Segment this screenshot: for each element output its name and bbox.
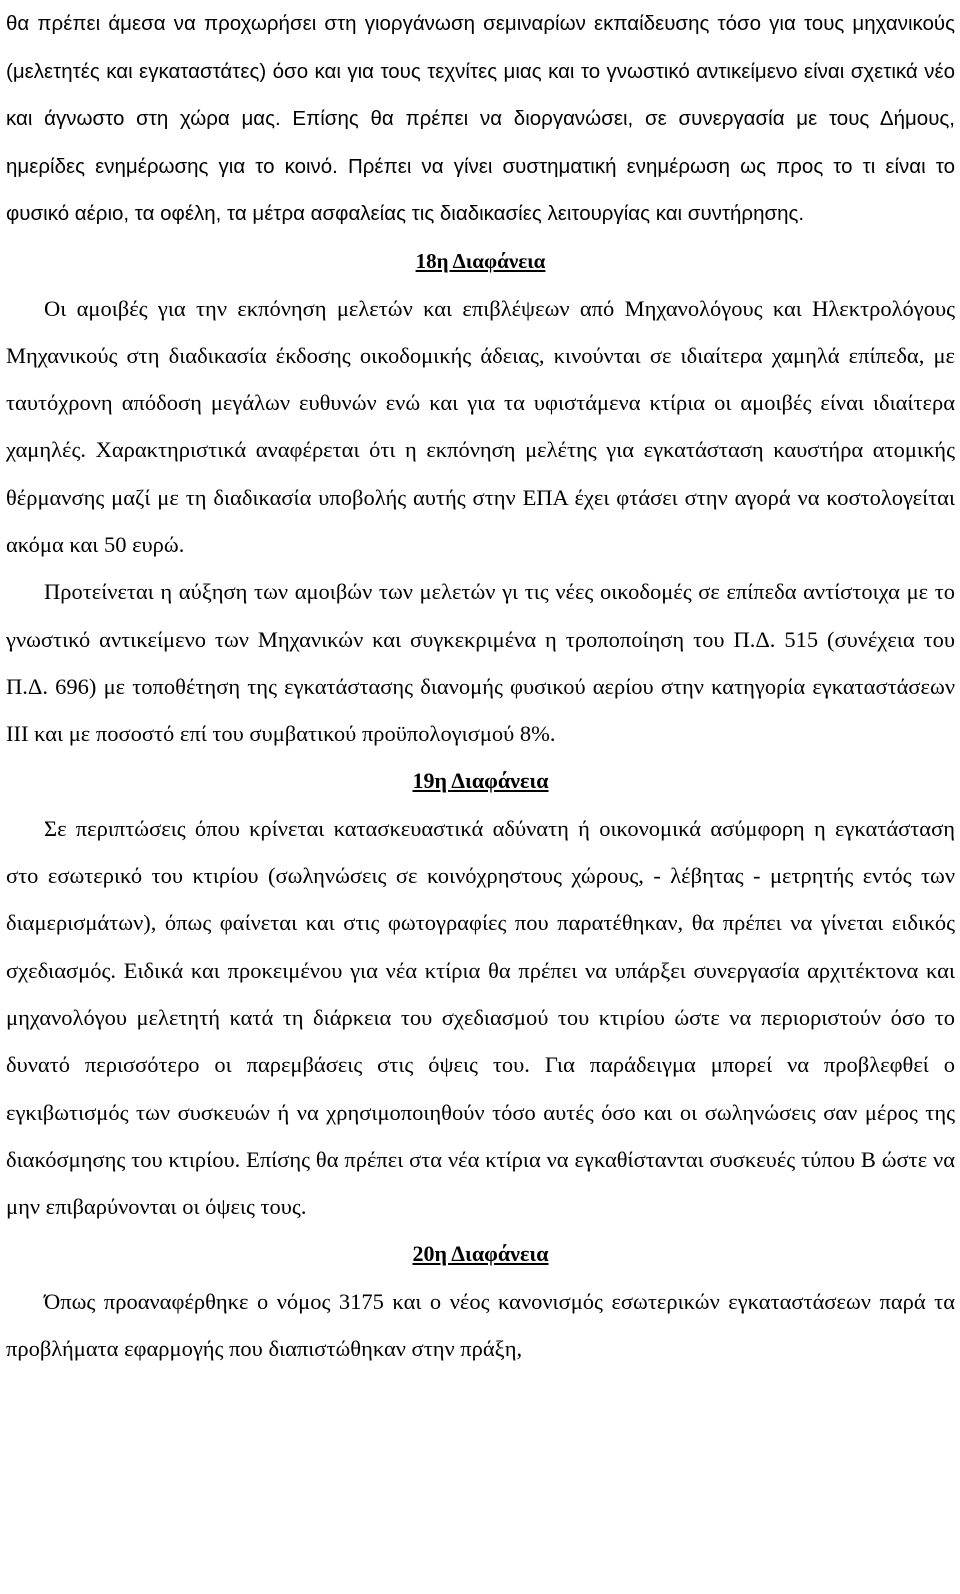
intro-paragraph: θα πρέπει άμεσα να προχωρήσει στη γιοργάνωση σεμιναρίων εκπαίδευσης τόσο για τους μηχανικούς (μελετητές και εγκαταστάτες) όσο και για τους τεχνίτες μιας και το γνωστικό αντικείμενο είναι σχετικά νέο και άγνωστο στη χώρα μας. Επίσης θα πρέπει να διοργανώσει, σε συνεργασία με τους Δήμους, ημερίδες ενημέρωσης για το κοινό. Πρέπει να γίνει συστηματική ενημέρωση ως προς το τι είναι το φυσικό αέριο, τα οφέλη, τα μέτρα ασφαλείας τις διαδικασίες λειτουργίας και συντήρησης.	[6, 12, 955, 225]
section-20-paragraph-1: Όπως προαναφέρθηκε ο νόμος 3175 και ο νέος κανονισμός εσωτερικών εγκαταστάσεων παρά τα προβλήματα εφαρμογής που διαπιστώθηκαν στην πράξη,	[6, 1288, 955, 1362]
section-19-paragraph-1: Σε περιπτώσεις όπου κρίνεται κατασκευαστικά αδύνατη ή οικονομικά ασύμφορη η εγκατάσταση στο εσωτερικό του κτιρίου (σωληνώσεις σε κοινόχρηστους χώρους, - λέβητας - μετρητής εντός των διαμερισμάτων), όπως φαίνεται και στις φωτογραφίες που παρατέθηκαν, θα πρέπει να γίνεται ειδικός σχεδιασμός. Ειδικά και προκειμένου για νέα κτίρια θα πρέπει να υπάρξει συνεργασία αρχιτέκτονα και μηχανολόγου μελετητή κατά τη διάρκεια του σχεδιασμού του κτιρίου ώστε να περιοριστούν όσο το δυνατό περισσότερο οι παρεμβάσεις στις όψεις του. Για παράδειγμα μπορεί να προβλεφθεί ο εγκιβωτισμός των συσκευών ή να χρησιμοποιηθούν τόσο αυτές όσο και οι σωληνώσεις σαν μέρος της διακόσμησης του κτιρίου. Επίσης θα πρέπει στα νέα κτίρια να εγκαθίστανται συσκευές τύπου Β ώστε να μην επιβαρύνονται οι όψεις τους.	[6, 815, 955, 1220]
section-18-paragraph-1: Οι αμοιβές για την εκπόνηση μελετών και επιβλέψεων από Μηχανολόγους και Ηλεκτρολόγους Μηχανικούς στη διαδικασία έκδοσης οικοδομικής άδειας, κινούνται σε ιδιαίτερα χαμηλά επίπεδα, με ταυτόχρονη απόδοση μεγάλων ευθυνών ενώ και για τα υφιστάμενα κτίρια οι αμοιβές είναι ιδιαίτερα χαμηλές. Χαρακτηριστικά αναφέρεται ότι η εκπόνηση μελέτης για εγκατάσταση καυστήρα ατομικής θέρμανσης μαζί με τη διαδικασία υποβολής αυτής στην ΕΠΑ έχει φτάσει στην αγορά να κοστολογείται ακόμα και 50 ευρώ.	[6, 295, 955, 557]
document-page	[6, 0, 955, 1372]
section-heading-18: 18η Διαφάνεια	[415, 248, 546, 273]
section-heading-19: 19η Διαφάνεια	[412, 768, 549, 794]
section-18-paragraph-2: Προτείνεται η αύξηση των αμοιβών των μελετών γι τις νέες οικοδομές σε επίπεδα αντίστοιχα με το γνωστικό αντικείμενο των Μηχανικών και συγκεκριμένα η τροποποίηση του Π.Δ. 515 (συνέχεια του Π.Δ. 696) με τοποθέτηση της εγκατάστασης διανομής φυσικού αερίου στην κατηγορία εγκαταστάσεων ΙΙΙ και με ποσοστό επί του συμβατικού προϋπολογισμού 8%.	[6, 579, 955, 747]
section-heading-20: 20η Διαφάνεια	[412, 1241, 549, 1267]
